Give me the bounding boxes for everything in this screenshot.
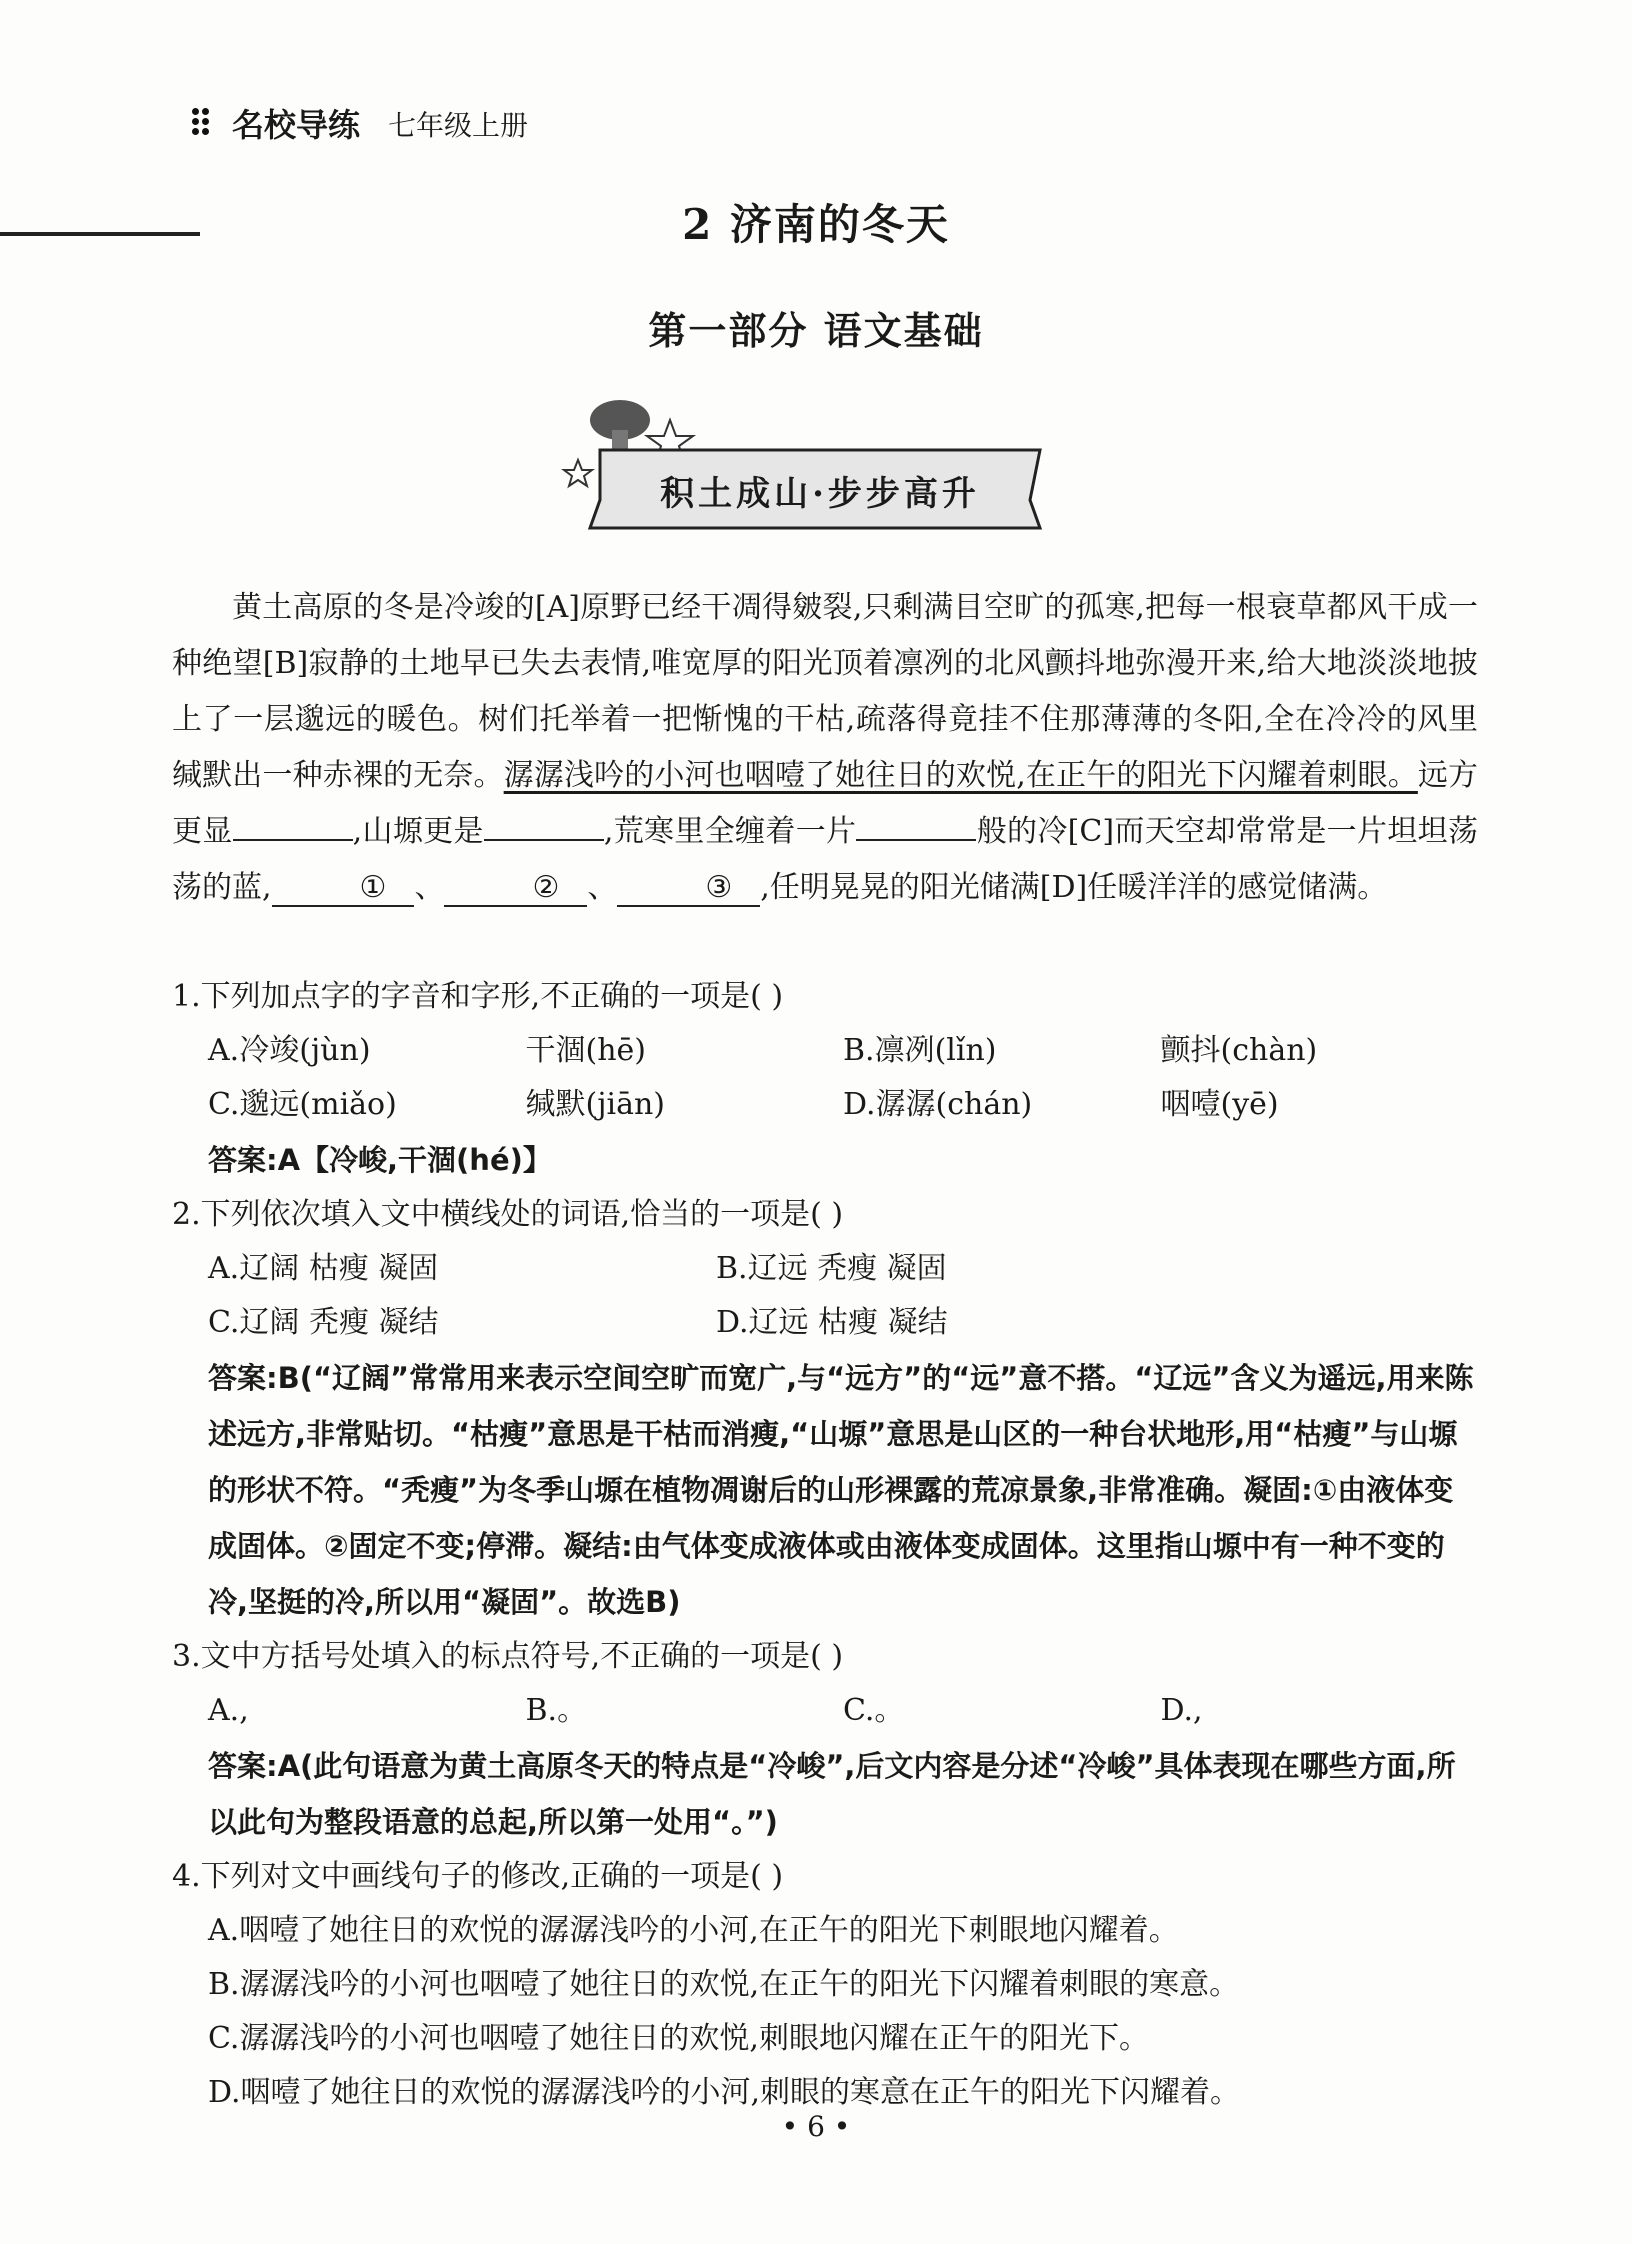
option-a: A., [208, 1693, 249, 1728]
question-3-stem: 3.文中方括号处填入的标点符号,不正确的一项是( ) [172, 1639, 844, 1674]
option-a1: A.冷竣(jùn) [208, 1033, 371, 1068]
answer-3: 答案:A(此句语意为黄土高原冬天的特点是“冷峻”,后文内容是分述“冷峻”具体表现在哪些方面,所以此句为整段语意的总起,所以第一处用“。”) [208, 1749, 1456, 1839]
option-a: A.咽噎了她往日的欢悦的潺潺浅吟的小河,在正午的阳光下刺眼地闪耀着。 [208, 1913, 1179, 1948]
underlined-sentence: 潺潺浅吟的小河也咽噎了她往日的欢悦,在正午的阳光下闪耀着刺眼。 [503, 758, 1418, 793]
question-2-stem: 2.下列依次填入文中横线处的词语,恰当的一项是( ) [172, 1197, 844, 1232]
fill-blank [856, 809, 976, 841]
page-title: 2 济南的冬天 [682, 200, 950, 249]
option-d: D., [1160, 1693, 1203, 1728]
option-c1: C.邈远(miǎo) [208, 1087, 397, 1122]
question-1-options [172, 1024, 1478, 1078]
page-number: • 6 • [781, 2110, 851, 2143]
option-c2: 缄默(jiān) [525, 1087, 666, 1122]
option-d: D.辽远 枯瘦 凝结 [716, 1305, 948, 1340]
option-c: C.辽阔 秃瘦 凝结 [208, 1305, 439, 1340]
question-3-options [172, 1684, 1478, 1738]
fill-blank [484, 809, 604, 841]
option-a: A.辽阔 枯瘦 凝固 [208, 1251, 439, 1286]
option-b2: 颤抖(chàn) [1160, 1033, 1318, 1068]
grade-label: 七年级上册 [388, 109, 529, 142]
option-a2: 干涸(hē) [525, 1033, 646, 1068]
question-1-options [172, 1078, 1478, 1132]
option-c: C.。 [843, 1693, 905, 1728]
question-2-options [172, 1296, 1478, 1350]
fill-blank [233, 809, 353, 841]
question-1-stem: 1.下列加点字的字音和字形,不正确的一项是( ) [172, 979, 784, 1014]
answer-1: 答案:A【冷峻,干涸(hé)】 [208, 1143, 552, 1177]
questions [172, 970, 1478, 2120]
option-b1: B.凛冽(lǐn) [843, 1033, 997, 1068]
brand-dots-icon [192, 108, 218, 134]
reading-passage [172, 580, 1478, 916]
answer-2: 答案:B(“辽阔”常常用来表示空间空旷而宽广,与“远方”的“远”意不搭。“辽远”含义为遥远,用来陈述远方,非常贴切。“枯瘦”意思是干枯而消瘦,“山塬”意思是山区的一种台状地形,用“枯瘦”与山塬的形状不符。“秃瘦”为冬季山塬在植物凋谢后的山形裸露的荒凉景象,非常准确。凝固:①由液体变成固体。②固定不变;停滞。凝结:由气体变成液体或由液体变成固体。这里指山塬中有一种不变的冷,坚挺的冷,所以用“凝固”。故选B) [208, 1361, 1474, 1619]
fill-blank-3: ③ [617, 871, 760, 907]
star-icon [564, 460, 592, 486]
fill-blank-2: ② [444, 871, 587, 907]
option-b: B.。 [525, 1693, 588, 1728]
option-c: C.潺潺浅吟的小河也咽噎了她往日的欢悦,刺眼地闪耀在正午的阳光下。 [208, 2021, 1149, 2056]
banner-label: 积土成山·步步高升 [660, 474, 980, 514]
fill-blank-1: ① [272, 871, 415, 907]
option-b: B.辽远 秃瘦 凝固 [716, 1251, 947, 1286]
part-title: 第一部分 语文基础 [648, 309, 984, 353]
option-b: B.潺潺浅吟的小河也咽噎了她往日的欢悦,在正午的阳光下闪耀着刺眼的寒意。 [208, 1967, 1240, 2002]
question-2-options [172, 1242, 1478, 1296]
option-d2: 咽噎(yē) [1160, 1087, 1279, 1122]
brand-name: 名校导练 [232, 106, 361, 144]
option-d: D.咽噎了她往日的欢悦的潺潺浅吟的小河,刺眼的寒意在正午的阳光下闪耀着。 [208, 2075, 1241, 2110]
option-d1: D.潺潺(chán) [843, 1087, 1033, 1122]
passage-paragraph: 黄土高原的冬是冷竣的[A]原野已经干凋得皴裂,只剩满目空旷的孤寒,把每一根衰草都风干成一种绝望[B]寂静的土地早已失去表情,唯宽厚的阳光顶着凛冽的北风颤抖地弥漫开来,给大地淡淡地披上了一层邈远的暖色。树们托举着一把惭愧的干枯,疏落得竟挂不住那薄薄的冬阳,全在冷冷的风里缄默出一种赤裸的无奈。潺潺浅吟的小河也咽噎了她往日的欢悦,在正午的阳光下闪耀着刺眼。远方更显 ,山塬更是 ,荒寒里全缠着一片 般的冷[C]而天空却常常是一片坦坦荡荡的蓝, ① 、 ② 、 ③ ,任明晃晃的阳光储满[D]任暖洋洋的感觉储满。 [172, 590, 1478, 905]
question-4-stem: 4.下列对文中画线句子的修改,正确的一项是( ) [172, 1859, 784, 1894]
